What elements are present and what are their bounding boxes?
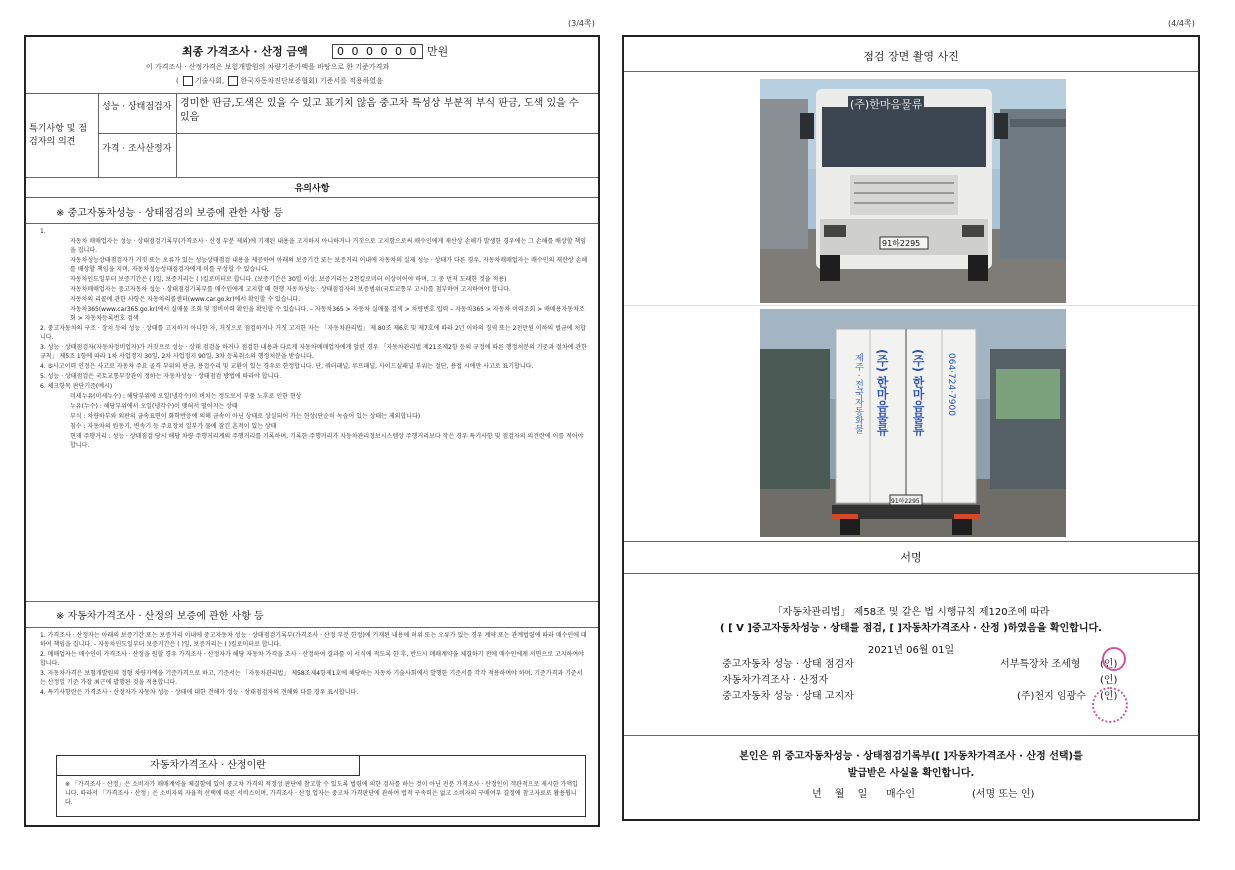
seal-stamp-icon bbox=[1102, 647, 1126, 671]
signer-name: (주)천지 임광수 bbox=[1017, 691, 1086, 702]
notice-item: 2. 중고자동차의 구조 · 장치 등의 성능 · 상태를 고지하지 아니한 자, 거짓으로 점검하거나 거짓 고지한 자는 「자동차관리법」 제 80조 제6호 및 제7호에 따라 2년 이하의 징역 또는 2천만원 이하의 벌금에 처합니다. bbox=[40, 325, 586, 341]
notice-item: 2. 매매업자는 매수인이 가격조사 · 산정을 원할 경우 가격조사 · 산정자가 해당 자동차 가격을 조사 · 산정하여 결과를 이 서식에 적도록 한 후, 반드시 매매계약을 체결하기 전에 매수인에게 서면으로 고지하여야 합니다. bbox=[40, 651, 584, 667]
rear-door-lettering-main: (주) 한마음물류 bbox=[875, 349, 889, 437]
criteria-item: 부식 : 차량하부와 외판의 금속표면이 화학반응에 의해 금속이 아닌 상태로 상실되어 가는 현상(단순히 녹슬어 있는 상태는 제외합니다) bbox=[70, 413, 421, 420]
criteria-item: 누유(누수) : 해당부위에서 오일(냉각수)이 맺혀서 떨어지는 상태 bbox=[70, 403, 238, 410]
notice-item: 자동차매매업자는 중고자동차 성능 · 상태점검기록부를 매수인에게 고지할 때 현행 자동차성능 · 상태점검자의 보증범위(국토교통부 고시)를 첨부하여 고지하여야 합니다. bbox=[70, 286, 511, 293]
price-info-box-text: ※ 「가격조사 · 산정」은 소비자가 매매계약을 체결함에 있어 중고차 가격의 적정성 판단에 참고할 수 있도록 법령에 의한 검사를 하는 것이 아닌 전문 가격조사 · 산정인이 객관적으로 제시한 가액입니다. 따라서 「가격조사 · 산정」은 소비자의 자율적 선택에 따른 서비스이며, 가격조사 · 산정 업자는 중고차 가격판단에 관하여 법적 구속력은 없고 소비자의 구매여부 결정에 참고자료로 활용됩니다. bbox=[65, 781, 578, 806]
signer-role: 자동차가격조사 · 산정자 bbox=[722, 675, 829, 686]
final-price-label: 최종 가격조사 · 산정 금액 bbox=[182, 45, 308, 58]
notice-section-1-body bbox=[40, 227, 588, 599]
signature-section-title: 서명 bbox=[900, 551, 922, 564]
buyer-date: 년 월 일 bbox=[812, 789, 868, 800]
option-checkbox-2[interactable] bbox=[228, 76, 238, 86]
criteria-item: 침수 : 자동차의 원동기, 변속기 등 주요장치 일부가 물에 잠긴 흔적이 있는 상태 bbox=[70, 423, 277, 430]
criteria-item: 현재 주행거리 : 성능 · 상태점검 당시 해당 차량 주행거리계의 주행거리를 기록하며, 기록한 주행거리가 자동차관리정보시스템상 주행거리보다 작은 경우 특기사항 및 점검자의 의견란에 이를 적어야 합니다. bbox=[70, 433, 584, 449]
final-price-amount: 0 0 0 0 0 0 bbox=[332, 44, 423, 59]
notice-item: 자동차의 리콜에 관한 사항은 자동차리콜센터(www.car.go.kr)에서 확인할 수 있습니다. bbox=[70, 296, 301, 303]
notice-section-2-title: ※ 자동차가격조사 · 산정의 보증에 관한 사항 등 bbox=[56, 611, 264, 622]
notice-item: 1. 가격조사 · 산정자는 아래의 보증기간 또는 보증거리 이내에 중고자동차 성능 · 상태점검기록부(가격조사 · 산정 부분 한정)에 기재된 내용에 허위 또는 오류가 있는 경우 계약 또는 관계법령에 따라 매수인에 대하여 책임을 집니다. - 자동차인도일부터 보증기간은 ( )일, 보증거리는 ( )킬로미터로 합니다. bbox=[40, 632, 587, 648]
page-4-of-4 bbox=[622, 35, 1200, 821]
signer-mark: (인) bbox=[1100, 675, 1118, 686]
notice-item: 자동차 매매업자는 성능 · 상태점검기록부(가격조사 · 산정 부분 제외)에 기재된 내용을 고지하지 아니하거나 거짓으로 고지함으로써 매수인에게 재산상 손해가 발생한 경우에는 그 손해를 배상할 책임을 집니다. bbox=[70, 238, 587, 254]
page-number-left: (3/4쪽) bbox=[568, 19, 595, 28]
notice-item: 4. ⑤사고이력 인정은 사고로 자동차 주요 골격 부위의 판금, 용접수리 및 교환이 있는 경우로 한정합니다. 단, 쿼터패널, 루프패널, 사이드실패널 부위는 절단, 용접 시에만 사고로 표기합니다. bbox=[40, 363, 534, 370]
page-number-right: (4/4쪽) bbox=[1168, 19, 1195, 28]
law-reference: 「자동차관리법」 제58조 및 같은 법 시행규칙 제120조에 따라 bbox=[772, 607, 1050, 618]
remarks-section-label: 특기사항 및 점검자의 의견 bbox=[29, 124, 87, 147]
buyer-label: 매수인 bbox=[886, 789, 915, 800]
rear-inspection-photo bbox=[760, 309, 1066, 537]
notice-section-2-body bbox=[40, 631, 588, 743]
photo-section-title: 점검 장면 촬영 사진 bbox=[863, 50, 959, 63]
company-seal-icon bbox=[1092, 687, 1128, 723]
notice-title: 유의사항 bbox=[294, 184, 330, 194]
front-cab-lettering: (주)한마음물류 bbox=[850, 98, 923, 111]
signer-mark: (인) bbox=[1100, 659, 1118, 670]
final-price-unit: 만원 bbox=[426, 45, 449, 58]
final-price-note: 이 가격조사 · 산정가격은 보험개발원의 차량기준가액을 바탕으로 한 기준가격과 bbox=[146, 63, 390, 71]
notice-item: 자동차인도일부터 보증기간은 ( )일, 보증거리는 ( )킬로미터로 합니다. (보증기간은 30일 이상, 보증거리는 2천킬로미터 이상이어야 하며, 그 중 먼저 도래한 것을 적용) bbox=[70, 276, 507, 283]
standard-options: ( 기술사회, 한국자동차진단보증협회) 기준서를 적용하였음 bbox=[176, 77, 383, 85]
notice-item: 자동차성능상태점검자가 거짓 또는 오류가 있는 성능상태점검 내용을 제공하여 아래의 보증기간 또는 보증거리 이내에 자동차의 실제 성능 · 상태가 다른 경우, 자동차매매업자는 매수인의 재산상 손해를 배상할 책임을 지며, 자동차성능상태점검자에게 이를 구상할 수 있습니다. bbox=[70, 257, 588, 273]
remarks-price-label: 가격 · 조사산정자 bbox=[102, 144, 172, 154]
signer-role: 중고자동차 성능 · 상태 점검자 bbox=[722, 659, 854, 670]
buyer-signature-field[interactable]: (서명 또는 인) bbox=[972, 789, 1035, 800]
remarks-inspector-label: 성능 · 상태점검자 bbox=[102, 102, 172, 112]
price-info-box bbox=[56, 755, 586, 817]
notice-item: 4. 특기사항란은 가격조사 · 산정자가 자동차 성능 · 상태에 대한 견해가 성능 · 상태점검자의 견해와 다를 경우 표시합니다. bbox=[40, 689, 359, 696]
page-3-of-4 bbox=[24, 35, 600, 827]
signer-role: 중고자동차 성능 · 상태 고지자 bbox=[722, 691, 854, 702]
front-inspection-photo bbox=[760, 79, 1066, 303]
notice-item: 3. 성능 · 상태점검자(자동차정비업자)가 거짓으로 성능 · 상태 점검을 하거나 점검한 내용과 다르게 자동차매매업자에게 알린 경우 「자동차관리법 제21조제2항 등의 규정에 따른 행정처분의 기준과 절차에 관한 규칙」 제5조 1항에 따라 1차 사업정지 30일, 2차 사업정지 90일, 3차 등록취소의 행정처분을 받습니다. bbox=[40, 344, 587, 360]
criteria-item: 미세누유(미세누수) : 해당부위에 오일(냉각수)이 비치는 정도로서 부품 노후로 인한 현상 bbox=[70, 393, 302, 400]
notice-item-number: 1. bbox=[40, 228, 46, 235]
front-plate: 91하2295 bbox=[882, 239, 921, 248]
signer-name: 서부특장차 조세형 bbox=[1000, 659, 1081, 670]
confirmation-line: ( [ V ]중고자동차성능 · 상태를 점검, [ ]자동차가격조사 · 산정 )하였음을 확인합니다. bbox=[720, 623, 1102, 634]
price-info-box-title: 자동차가격조사 · 산정이란 bbox=[57, 756, 360, 776]
notice-item: 자동차365(www.car365.go.kr)에서 실매물 조회 및 정비이력 확인을 확인할 수 있습니다. – 자동차365 > 자동차 실매물 검색 > 차량번호 입력 – 자동차365 > 자동차 이력조회 > 매매용자동차조회 > 자동차등록번호 검색 bbox=[70, 306, 585, 322]
rear-plate: 91하2295 bbox=[891, 498, 920, 505]
rear-door-phone: 064·724·7900 bbox=[946, 353, 956, 416]
notice-section-1-title: ※ 중고자동차성능 · 상태점검의 보증에 관한 사항 등 bbox=[56, 208, 284, 219]
remarks-inspector-value: 경미한 판금,도색은 있을 수 있고 표기치 않음 중고차 특성상 부분적 부식 판금, 도색 있을 수 있음 bbox=[180, 98, 579, 123]
rear-door-lettering-sub: 제주 · 전국자동화물 bbox=[853, 353, 863, 434]
notice-item: 3. 자동차가격은 보험개발원의 정형 차량가액을 기준가격으로 하고, 기준서는 「자동차관리법」 제58조제4항제1호에 해당하는 자동차 기술사회에서 발행한 기준서를 각각 적용하여야 하며, 기준가격과 기준서는 산정일 기준 가장 최근에 발행된 것을 적용합니다. bbox=[40, 670, 583, 686]
signer-mark: (인) bbox=[1100, 691, 1118, 702]
notice-item: 5. 성능 · 상태점검은 국토교통부장관이 정하는 자동차성능 · 상태점검 방법에 따라야 합니다. bbox=[40, 373, 282, 380]
buyer-confirm-line-1: 본인은 위 중고자동차성능 · 상태점검기록부([ ]자동차가격조사 · 산정 선택)를 bbox=[739, 751, 1083, 762]
signature-date: 2021년 06월 01일 bbox=[867, 645, 955, 656]
option-checkbox-1[interactable] bbox=[183, 76, 193, 86]
notice-item: 6. 체크항목 판단기준(예시) bbox=[40, 383, 113, 390]
rear-door-lettering-main-2: (주) 한마음물류 bbox=[911, 349, 925, 437]
buyer-confirm-line-2: 발급받은 사실을 확인합니다. bbox=[847, 768, 975, 779]
